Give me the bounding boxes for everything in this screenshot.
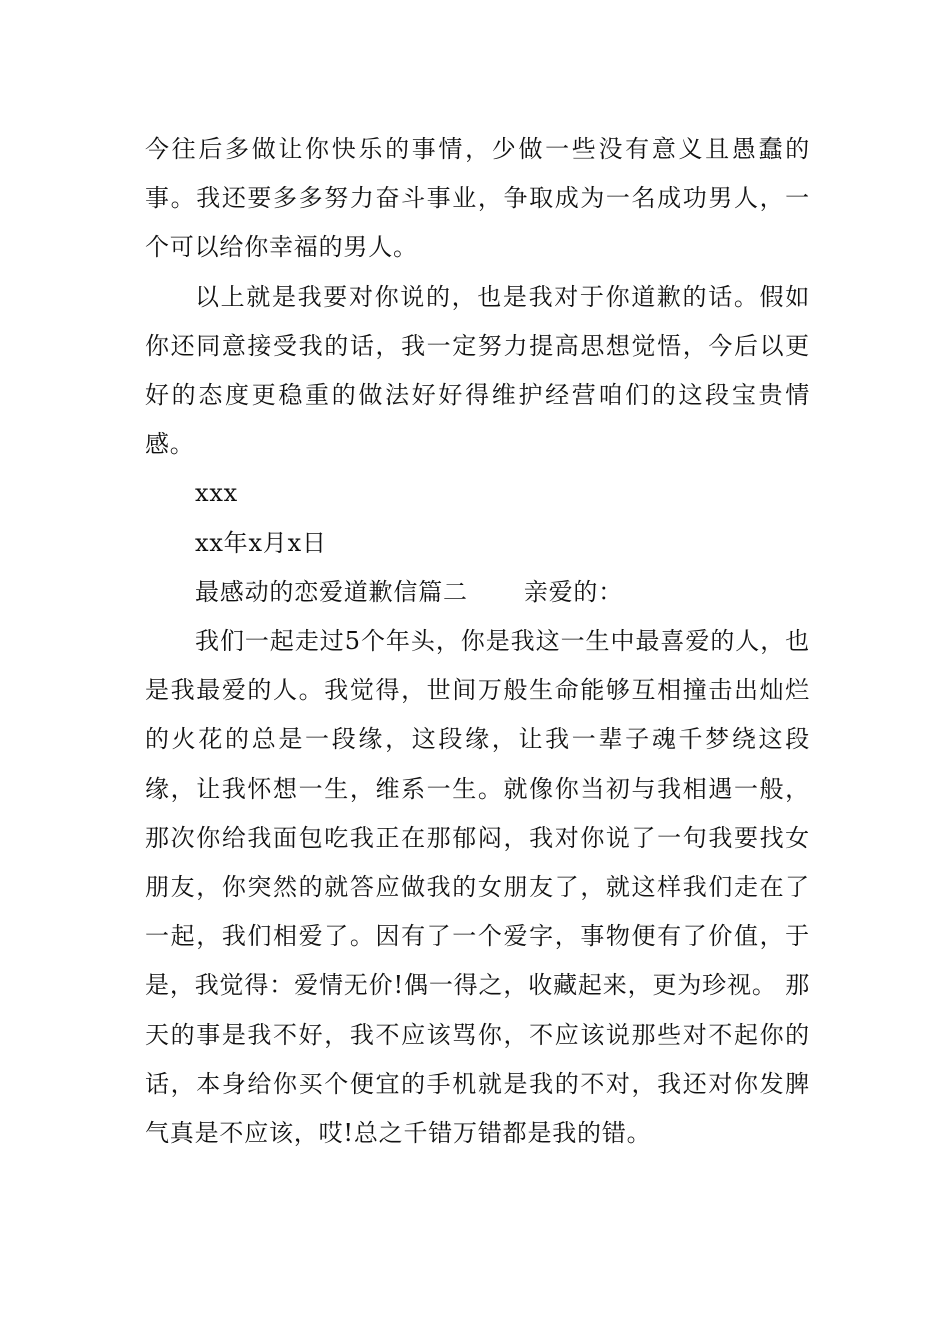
paragraph-letter-body: 我们一起走过5个年头，你是我这一生中最喜爱的人，也是我最爱的人。我觉得，世间万般生命能够互相撞击出灿烂的火花的总是一段缘，这段缘，让我一辈子魂千梦绕这段缘，让我怀想一生，维系一生。就像你当初与我相遇一般，那次你给我面包吃我正在那郁闷，我对你说了一句我要找女朋友，你突然的就答应做我的女朋友了，就这样我们走在了一起，我们相爱了。因有了一个爱字，事物便有了价值，于是，我觉得：爱情无价!偶一得之，收藏起来，更为珍视。 那天的事是我不好，我不应该骂你，不应该说那些对不起你的话，本身给你买个便宜的手机就是我的不对，我还对你发脾气真是不应该，哎!总之千错万错都是我的错。 — [145, 627, 810, 1148]
paragraph-apology-closing: 以上就是我要对你说的，也是我对于你道歉的话。假如你还同意接受我的话，我一定努力提高思想觉悟，今后以更好的态度更稳重的做法好好得维护经营咱们的这段宝贵情感。 — [145, 282, 810, 459]
paragraph-continuation: 今往后多做让你快乐的事情，少做一些没有意义且愚蠢的事。我还要多多努力奋斗事业，争取成为一名成功男人，一个可以给你幸福的男人。 — [145, 135, 810, 262]
section-heading-line — [145, 568, 810, 617]
section-title: 最感动的恋爱道歉信篇二 — [195, 577, 468, 606]
signature-date: xx年x月x日 — [195, 528, 327, 557]
document-body — [145, 125, 810, 1158]
signature-name: xxx — [195, 479, 239, 508]
salutation: 亲爱的： — [523, 577, 624, 606]
